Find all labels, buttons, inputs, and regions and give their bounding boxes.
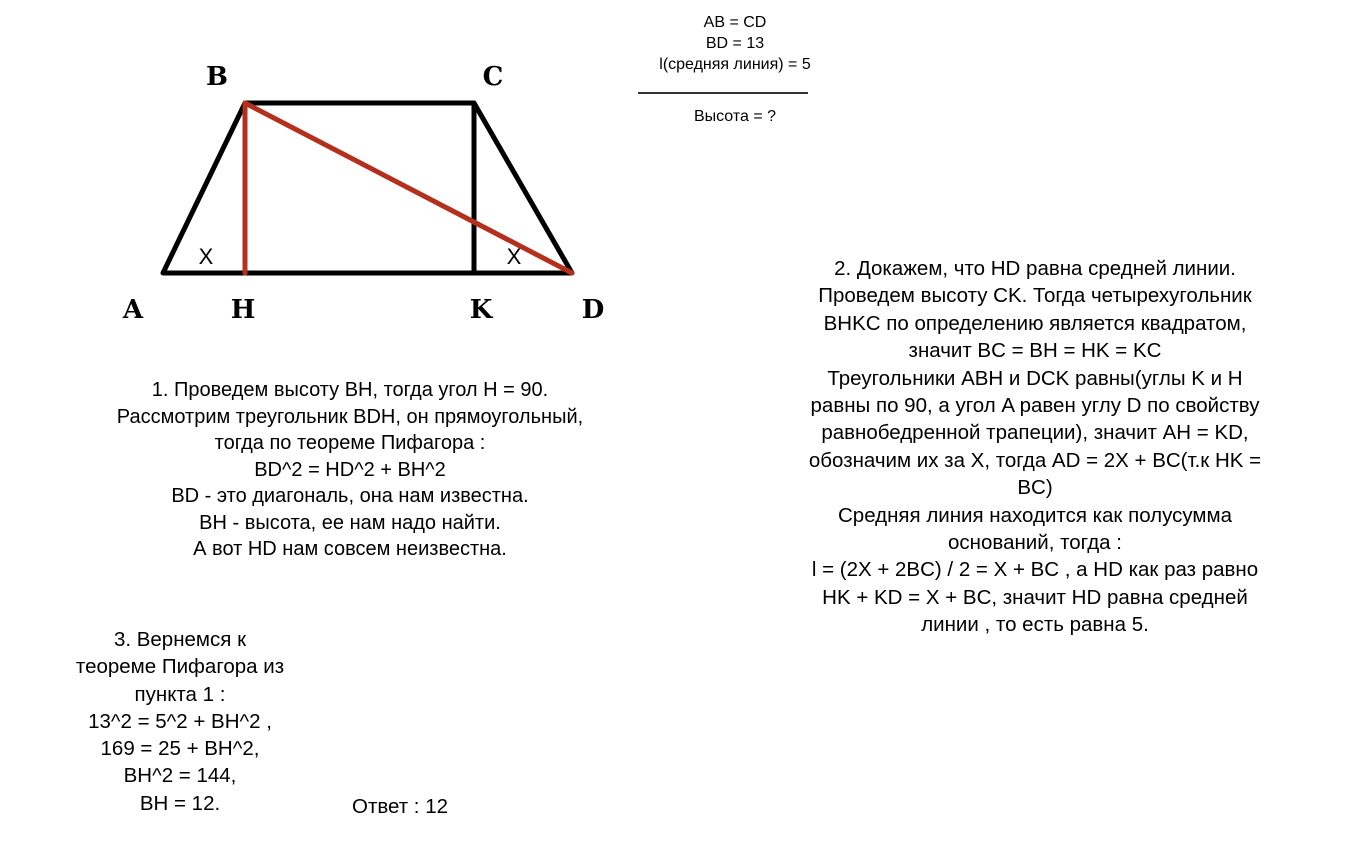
step-3-line: теореме Пифагора из [75, 655, 285, 679]
vertex-label-d: D [581, 295, 605, 325]
step-2-line: оснований, тогда : [948, 531, 1122, 555]
step-1-line: BD - это диагональ, она нам известна. [171, 485, 529, 507]
step-3-line: BH = 12. [139, 791, 221, 815]
step-2-line: 2. Докажем, что HD равна средней линии. [834, 257, 1236, 280]
vertex-label-c: C [482, 62, 504, 92]
given-line: AB = CD [703, 14, 767, 31]
angle-label-a: X [198, 244, 214, 269]
step-2-line: BC) [1017, 476, 1053, 500]
step-1-text [60, 377, 640, 563]
step-1-line: тогда по теореме Пифагора : [214, 432, 486, 454]
given-line: BD = 13 [705, 35, 765, 52]
given-line: l(средняя линия) = 5 [659, 56, 811, 73]
step-1-line: BD^2 = HD^2 + BH^2 [254, 458, 446, 481]
vertex-label-b: B [206, 62, 228, 92]
step-3-line: BH^2 = 144, [123, 764, 237, 788]
step-2-line: BHKC по определению является квадратом, [823, 311, 1247, 335]
vertex-label-k: K [469, 295, 493, 325]
step-3-line: 3. Вернемся к [113, 628, 247, 651]
step-2-line: значит BC = BH = HK = KC [908, 339, 1162, 363]
vertex-label-h: H [230, 295, 256, 325]
answer-text: Ответ : 12 [352, 795, 448, 818]
step-2-line: l = (2X + 2BC) / 2 = X + BC , а HD как раз равно [811, 558, 1259, 582]
step-2-line: HK + KD = X + BC, значит HD равна средней [822, 585, 1248, 609]
step-3-text [40, 626, 320, 817]
given-block [635, 12, 835, 75]
step-2-line: Треугольники ABH и DCK равны(углы K и H [827, 366, 1243, 390]
step-2-line: линии , то есть равна 5. [921, 613, 1149, 637]
step-1-line: 1. Проведем высоту BH, тогда угол H = 90. [151, 379, 549, 401]
question-line: Высота = ? [693, 108, 777, 125]
step-1-line: А вот HD нам совсем неизвестна. [193, 538, 507, 560]
step-2-line: обозначим их за X, тогда AD = 2X + BC(т.к HK = [808, 448, 1262, 472]
step-1-line: BH - высота, ее нам надо найти. [199, 511, 501, 534]
step-3-line: 169 = 25 + BH^2, [100, 737, 260, 761]
vertex-label-a: A [122, 295, 144, 325]
angle-label-d: X [506, 244, 522, 269]
given-divider [638, 92, 808, 94]
trapezoid-diagram [0, 0, 640, 340]
step-2-line: равнобедренной трапеции), значит AH = KD, [821, 421, 1249, 445]
step-2-line: Средняя линия находится как полусумма [837, 503, 1232, 527]
step-2-text [750, 255, 1320, 639]
step-3-line: 13^2 = 5^2 + BH^2 , [88, 709, 272, 733]
step-2-line: Проведем высоту CK. Тогда четырехугольник [818, 284, 1252, 308]
step-3-line: пункта 1 : [134, 682, 226, 706]
step-1-line: Рассмотрим треугольник BDH, он прямоугольный, [116, 405, 584, 428]
step-2-line: равны по 90, а угол A равен углу D по свойству [810, 394, 1260, 418]
